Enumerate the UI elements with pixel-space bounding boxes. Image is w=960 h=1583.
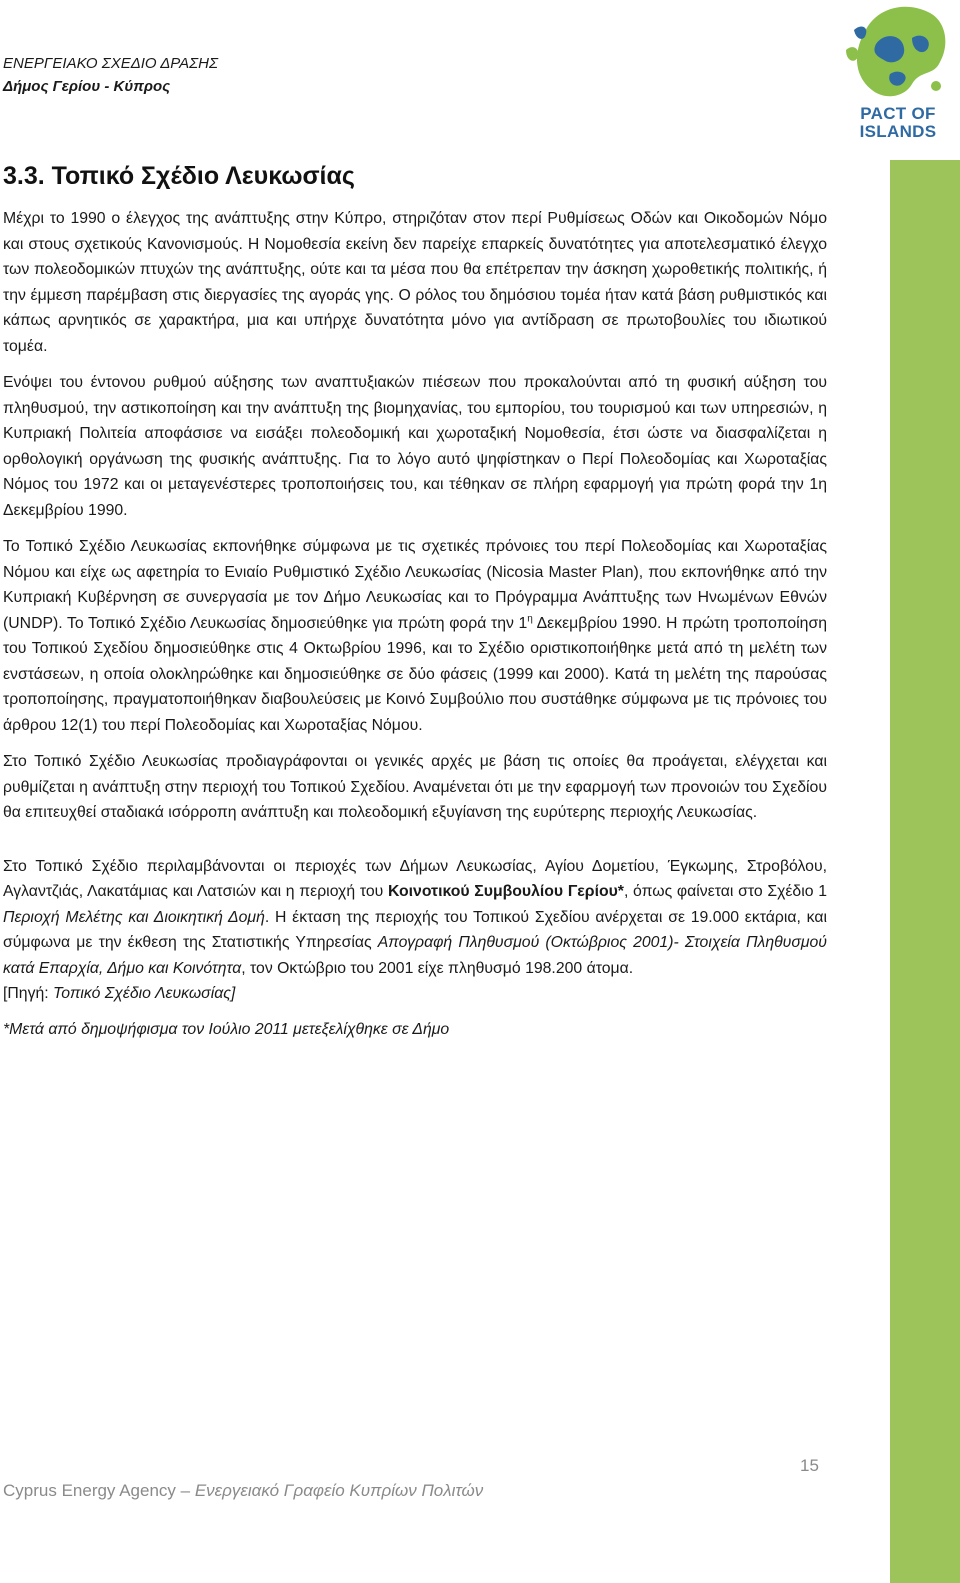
footer-organization [3, 1481, 483, 1501]
side-color-band [890, 160, 960, 1583]
paragraph-5-text-d: , τον Οκτώβριο του 2001 είχε πληθυσμό 198.200 άτομα. [241, 959, 634, 977]
source-title: Τοπικό Σχέδιο Λευκωσίας] [53, 985, 236, 1002]
paragraph-5-italic-2: Απογραφή Πληθυσμού (Οκτώβριος 2001)- Στοιχεία Πληθυσμού κατά Επαρχία, Δήμο και Κοινότητα [3, 934, 827, 977]
document-header [3, 52, 218, 98]
island-map-icon [846, 4, 950, 104]
paragraph-4: Στο Τοπικό Σχέδιο Λευκωσίας προδιαγράφονται οι γενικές αρχές με βάση τις οποίες θα προάγεται, ελέγχεται και ρυθμίζεται η ανάπτυξη στην περιοχή του Τοπικού Σχεδίου. Αναμένεται ότι με την εφαρμογή των προνοιών του Σχεδίου θα επιτευχθεί σταδιακά ισόρροπη ανάπτυξη και πολεοδομική εξυγίανση της ευρύτερης περιοχής Λευκωσίας. [3, 753, 827, 821]
paragraph-5-text-a: Στο Τοπικό Σχέδιο περιλαμβάνονται οι περιοχές των Δήμων Λευκωσίας, Αγίου Δομετίου, Έγκωμης, Στροβόλου, Αγλαντζιάς, Λακατάμιας και Λατσιών και η περιοχή του [3, 857, 827, 900]
footer-org-name: Cyprus Energy Agency – [3, 1481, 195, 1500]
source-citation [3, 981, 827, 1007]
paragraph-5-text-c: . Η έκταση της περιοχής του Τοπικού Σχεδίου ανέρχεται σε 19.000 εκτάρια, και σύμφωνα με την έκθεση της Στατιστικής Υπηρεσίας [3, 908, 827, 951]
paragraph-3-text-a: Το Τοπικό Σχέδιο Λευκωσίας εκπονήθηκε σύμφωνα με τις σχετικές πρόνοιες του περί Πολεοδομίας και Χωροταξίας Νόμου και είχε ως αφετηρία το Ενιαίο Ρυθμιστικό Σχέδιο Λευκωσίας (Nicosia Master Plan), που εκπονήθηκε από την Κυπριακή Κυβέρνηση σε συνεργασία με τον Δήμο Λευκωσίας και το Πρόγραμμα Ανάπτυξης των Ηνωμένων Εθνών (UNDP). Το Τοπικό Σχέδιο Λευκωσίας δημοσιεύθηκε για πρώτη φορά την 1 [3, 538, 827, 632]
paragraph-3-text-b: Δεκεμβρίου 1990. Η πρώτη τροποποίηση του Τοπικού Σχεδίου δημοσιεύθηκε στις 4 Οκτωβρίου 1996, και το Σχέδιο οριστικοποιήθηκε μετά από τη μελέτη των ενστάσεων, η οποία ολοκληρώθηκε και δημοσιεύθηκε σε δύο φάσεις (1999 και 2000). Κατά τη μελέτη της παρούσας τροποποίησης, πραγματοποιήθηκαν διαβουλεύσεις με Κοινό Συμβούλιο που συστάθηκε σύμφωνα με τις πρόνοιες του άρθρου 12(1) του περί Πολεοδομίας και Χωροταξίας Νόμου. [3, 614, 827, 734]
paragraph-3-superscript: η [527, 613, 533, 625]
paragraph-5 [3, 854, 827, 982]
header-title: ΕΝΕΡΓΕΙΑΚΟ ΣΧΕΔΙΟ ΔΡΑΣΗΣ [3, 55, 218, 72]
header-subtitle: Δήμος Γερίου - Κύπρος [3, 78, 171, 95]
pact-of-islands-logo [846, 4, 950, 141]
document-body [3, 206, 827, 1053]
footnote-text: *Μετά από δημοψήφισμα τον Ιούλιο 2011 μετεξελίχθηκε σε Δήμο [3, 1020, 450, 1038]
footnote [3, 1017, 827, 1043]
logo-text-line1: PACT OF [860, 104, 936, 123]
paragraph-5-italic-1: Περιοχή Μελέτης και Διοικητική Δομή [3, 908, 265, 926]
paragraph-5-bold: Κοινοτικού Συμβουλίου Γερίου* [387, 883, 624, 900]
paragraph-3 [3, 534, 827, 738]
paragraph-1: Μέχρι το 1990 ο έλεγχος της ανάπτυξης στην Κύπρο, στηριζόταν στον περί Ρυθμίσεως Οδών και Οικοδομών Νόμο και στους σχετικούς Κανονισμούς. Η Νομοθεσία εκείνη δεν παρείχε επαρκείς δυνατότητες για αποτελεσματικό έλεγχο των πολεοδομικών πτυχών της ανάπτυξης, ούτε και τα μέσα που θα επέτρεπαν την άσκηση χωροθετικής πολιτικής, ή την έμμεση παρέμβαση στις διεργασίες της αγοράς γης. Ο ρόλος του δημόσιου τομέα ήταν κατά βάση ρυθμιστικός και κάπως αρνητικός σε χαρακτήρα, μια και υπήρχε δυνατότητα μόνο για αντίδραση σε πρωτοβουλίες του ιδιωτικού τομέα. [3, 210, 827, 355]
footer-org-subtitle: Ενεργειακό Γραφείο Κυπρίων Πολιτών [194, 1481, 484, 1500]
paragraph-5-text-b: , όπως φαίνεται στο Σχέδιο 1 [623, 883, 827, 900]
logo-text-line2: ISLANDS [859, 122, 937, 141]
source-prefix: [Πηγή: [3, 985, 54, 1002]
section-title: 3.3. Τοπικό Σχέδιο Λευκωσίας [3, 162, 355, 190]
paragraph-2: Ενόψει του έντονου ρυθμού αύξησης των αναπτυξιακών πιέσεων που προκαλούνται από τη φυσική αύξηση του πληθυσμού, την αστικοποίηση και την ανάπτυξη της βιομηχανίας, του εμπορίου, του τουρισμού και των υπηρεσιών, η Κυπριακή Πολιτεία αποφάσισε να εισάξει πολεοδομική και χωροταξική Νομοθεσία, έτσι ώστε να διασφαλίζεται η ορθολογική οργάνωση της φυσικής ανάπτυξης. Για το λόγο αυτό ψηφίστηκαν ο Περί Πολεοδομίας και Χωροταξίας Νόμος του 1972 και οι μεταγενέστερες τροποποιήσεις του, και τέθηκαν σε πλήρη εφαρμογή για πρώτη φορά την 1η Δεκεμβρίου 1990. [3, 374, 827, 519]
page-number: 15 [800, 1456, 819, 1475]
